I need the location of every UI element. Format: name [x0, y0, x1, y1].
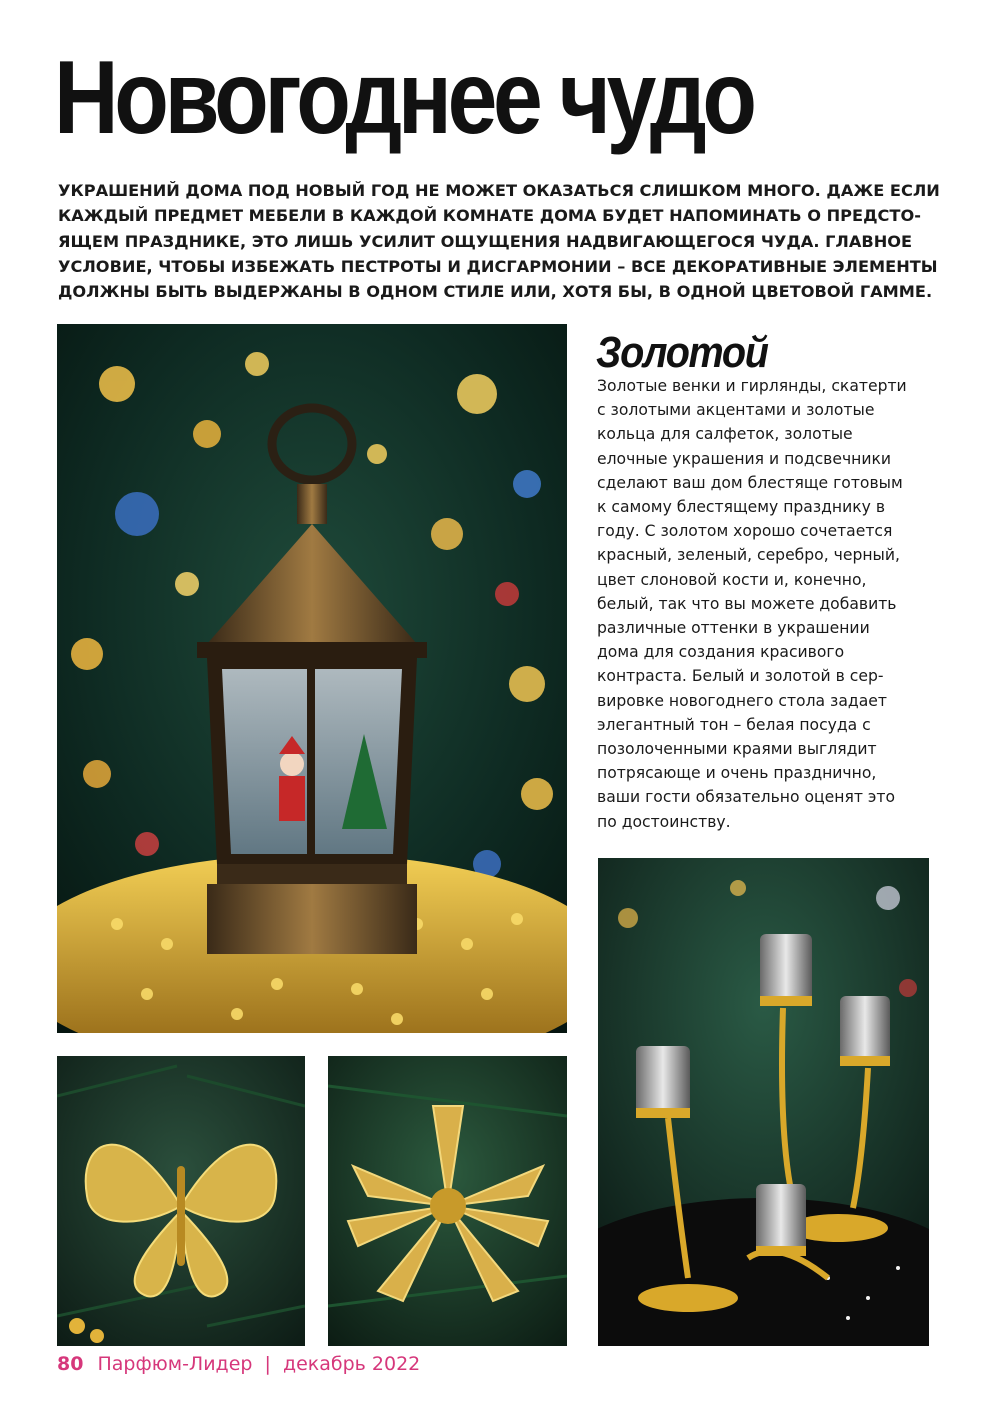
section-body — [597, 374, 937, 834]
body-line: белый, так что вы можете добавить — [597, 594, 897, 613]
lead-line: ЯЩЕМ ПРАЗДНИКЕ, ЭТО ЛИШЬ УСИЛИТ ОЩУЩЕНИЯ НАДВИГАЮЩЕГОСЯ ЧУДА. ГЛАВНОЕ — [58, 231, 913, 251]
body-line: потрясающе и очень празднично, — [597, 764, 877, 783]
section-heading: Золотой — [596, 328, 768, 377]
body-line: контраста. Белый и золотой в сер- — [597, 667, 884, 686]
page-title: Новогоднее чудо — [54, 40, 753, 156]
body-line: елочные украшения и подсвечники — [597, 449, 892, 468]
body-line: цвет слоновой кости и, конечно, — [597, 570, 867, 589]
poinsettia-illustration — [328, 1056, 567, 1346]
body-line: позолоченными краями выглядит — [597, 740, 877, 759]
body-line: вировке новогоднего стола задает — [597, 691, 887, 710]
body-line: с золотыми акцентами и золотые — [597, 401, 875, 420]
magazine-name: Парфюм-Лидер — [97, 1353, 253, 1375]
lantern-illustration — [57, 324, 567, 1033]
footer-separator: | — [264, 1353, 271, 1375]
body-line: к самому блестящему празднику в — [597, 498, 886, 517]
lead-line: УКРАШЕНИЙ ДОМА ПОД НОВЫЙ ГОД НЕ МОЖЕТ ОКАЗАТЬСЯ СЛИШКОМ МНОГО. ДАЖЕ ЕСЛИ — [58, 181, 940, 200]
page-number: 80 — [57, 1353, 84, 1375]
lead-paragraph — [58, 178, 940, 304]
body-line: кольца для салфеток, золотые — [597, 425, 853, 444]
lantern-photo — [57, 324, 567, 1033]
butterfly-illustration — [57, 1056, 305, 1346]
body-line: различные оттенки в украшении — [597, 619, 870, 638]
body-line: году. С золотом хорошо сочетается — [597, 522, 893, 541]
body-line: дома для создания красивого — [597, 643, 845, 662]
body-line: ваши гости обязательно оценят это — [597, 788, 896, 807]
candle-holder-illustration — [598, 858, 929, 1346]
poinsettia-ornament-photo — [328, 1056, 567, 1346]
issue-date: декабрь 2022 — [282, 1353, 421, 1375]
lead-line: КАЖДЫЙ ПРЕДМЕТ МЕБЕЛИ В КАЖДОЙ КОМНАТЕ ДОМА БУДЕТ НАПОМИНАТЬ О ПРЕДСТО- — [58, 206, 921, 226]
candle-holder-photo — [598, 858, 929, 1346]
body-line: по достоинству. — [597, 812, 731, 831]
body-line: Золотые венки и гирлянды, скатерти — [597, 377, 907, 395]
page-footer — [57, 1352, 420, 1376]
lead-line: ДОЛЖНЫ БЫТЬ ВЫДЕРЖАНЫ В ОДНОМ СТИЛЕ ИЛИ, ХОТЯ БЫ, В ОДНОЙ ЦВЕТОВОЙ ГАММЕ. — [58, 282, 933, 302]
body-line: сделают ваш дом блестяще готовым — [597, 473, 903, 492]
body-line: элегантный тон – белая посуда с — [597, 715, 871, 734]
lead-line: УСЛОВИЕ, ЧТОБЫ ИЗБЕЖАТЬ ПЕСТРОТЫ И ДИСГАРМОНИИ – ВСЕ ДЕКОРАТИВНЫЕ ЭЛЕМЕНТЫ — [58, 256, 938, 276]
butterfly-ornament-photo — [57, 1056, 305, 1346]
body-line: красный, зеленый, серебро, черный, — [597, 546, 900, 565]
